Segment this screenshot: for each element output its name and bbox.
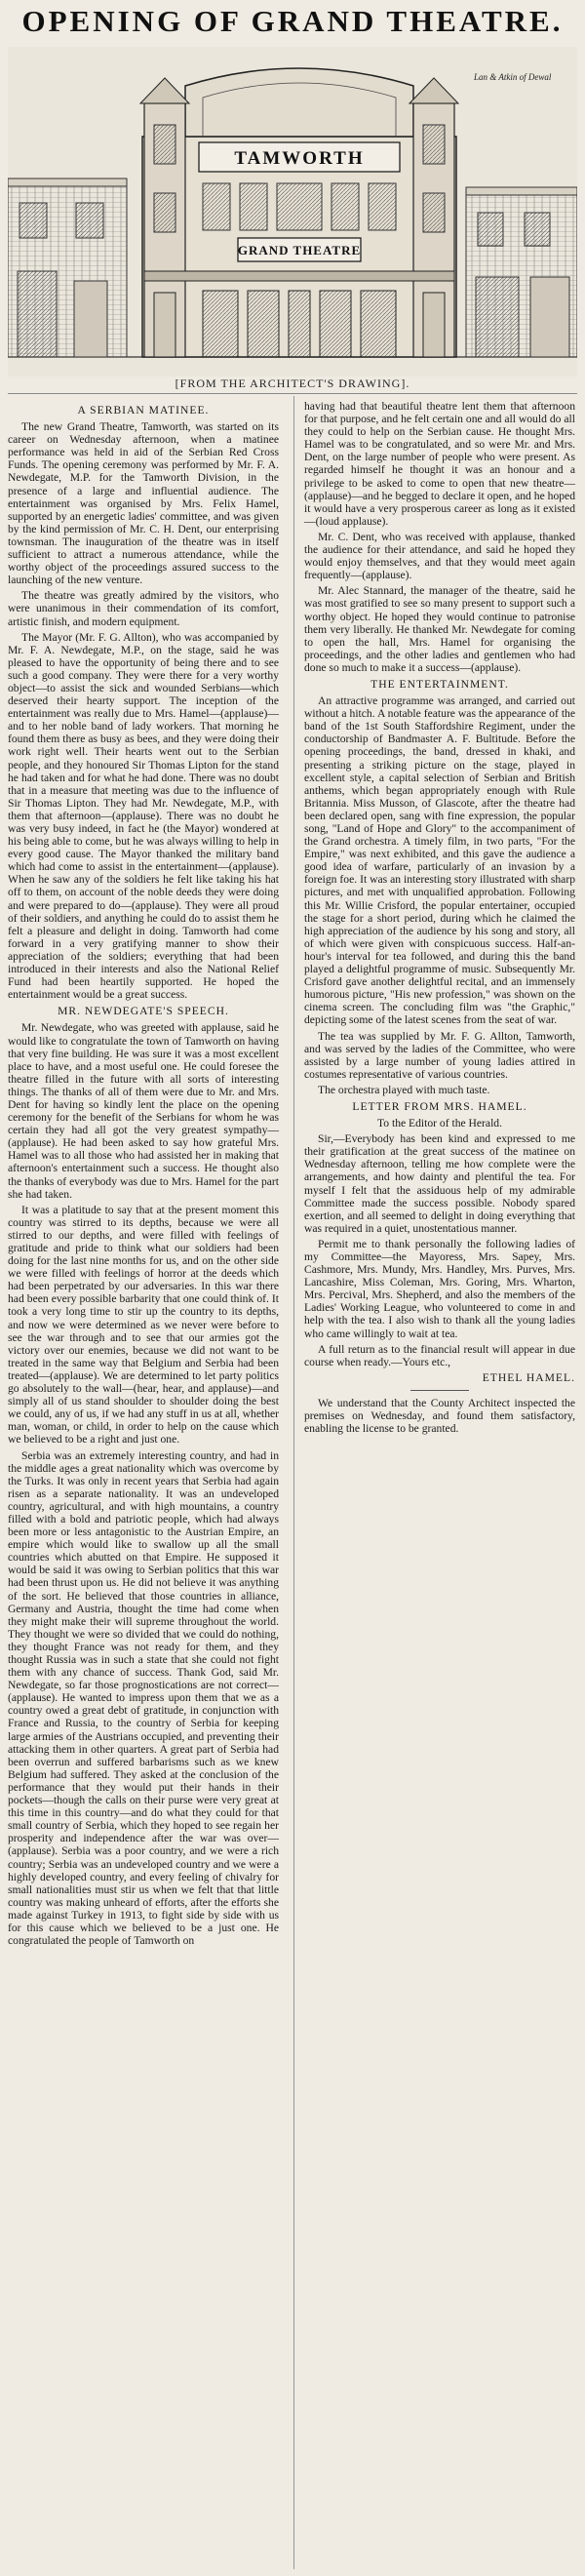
divider xyxy=(8,393,577,394)
architect-signature: Lan & Atkin of Dewal xyxy=(474,72,552,82)
section-heading: MR. NEWDEGATE'S SPEECH. xyxy=(58,1005,229,1018)
paragraph: Sir,—Everybody has been kind and expressed to me their gratification at the great success of the matinee on Wednesday afternoon, telling me how complete were the arrangements, and how dainty and plentiful the tea. For myself I felt that the assiduous help of my admirable Committee made the success possible. Nobody spared exertion, and all seemed to delight in doing everything that was required in a quiet, unostentatious manner. xyxy=(304,1132,575,1235)
section-heading: A SERBIAN MATINEE. xyxy=(77,404,210,416)
section-heading: LETTER FROM MRS. HAMEL. xyxy=(352,1099,527,1113)
left-column xyxy=(8,400,279,1950)
paragraph: A full return as to the financial result will appear in due course when ready.—Yours etc., xyxy=(304,1342,575,1368)
paragraph: having had that beautiful theatre lent them that afternoon for that purpose, and he felt certain one and all would do all they could to help on the Serbian cause. He thought Mrs. Hamel was to be congratulated, and so were Mr. and Mrs. Dent, on the large number of people who were present. As regarded himself he thought it was an honour and a privilege to be asked to come to open that new theatre—(applause)—and he begged to declare it open, and he hoped it would have a very prosperous career as long as it existed—(loud applause). xyxy=(304,400,575,528)
illustration-caption: [FROM THE ARCHITECT'S DRAWING]. xyxy=(175,376,410,390)
sign-tamworth: TAMWORTH xyxy=(234,148,365,169)
paragraph: We understand that the County Architect inspected the premises on Wednesday, and found them satisfactory, enabling the license to be granted. xyxy=(304,1396,575,1436)
paragraph: The new Grand Theatre, Tamworth, was started on its career on Wednesday afternoon, when a matinee performance was held in aid of the Serbian Red Cross Funds. The opening ceremony was performed by Mr. F. A. Newdegate, M.P. for the Tamworth Division, in the presence of a large and influential audience. The entertainment was organised by Mrs. Felix Hamel, supported by an energetic ladies' committee, and was given by the kind permission of Mr. C. H. Dent, our enterprising townsman. The inauguration of the theatre was in itself sufficient to attract a numerous attendance, while the worthy object of the proceedings assured success to the launching of the new venture. xyxy=(8,420,279,587)
section-rule xyxy=(410,1390,469,1391)
column-divider xyxy=(293,396,294,2569)
paragraph: Permit me to thank personally the following ladies of my Committee—the Mayoress, Mrs. Sapey, Mrs. Cashmore, Mrs. Mundy, Mrs. Handley, Mrs. Purves, Mrs. Lancashire, Miss Coleman, Mrs. Goring, Mrs. Wharton, Mrs. Percival, Mrs. Shepherd, and also the members of the Ladies' Working League, who volunteered to come in and help with the tea. I also wish to thank all the young ladies who came willingly to wait at tea. xyxy=(304,1237,575,1340)
paragraph: The tea was supplied by Mr. F. G. Allton, Tamworth, and was served by the ladies of the Committee, who were assisted by a large number of young ladies attired in costumes representative of various countries. xyxy=(304,1029,575,1081)
headline: OPENING OF GRAND THEATRE. xyxy=(21,4,564,38)
letter-salutation: To the Editor of the Herald. xyxy=(377,1117,502,1130)
paragraph: Serbia was an extremely interesting country, and had in the middle ages a great nationality which was overcome by the Turks. It was only in recent years that Serbia had again risen as a separate nationality. It was an undeveloped country, agricultural, and with high mountains, a country filled with a bold and patriotic people, which had always been more or less antagonistic to the Austrian Empire, an empire which would like to swallow up all the small countries which abutted on that Empire. He supposed it would be said it was owing to Serbian politics that this war had been thrust upon us. He did not believe it was anything of the sort. He believed that those countries in alliance, Germany and Austria, thought the time had come when they might make their will supreme throughout the world. They thought we were so divided that we could do nothing, they thought France was not ready for them, and they thought Russia was in such a state that she could not fight them with any chance of success. Thank God, said Mr. Newdegate, so far those prognostications are not correct—(applause). He wanted to impress upon them that we as a country owed a great debt of gratitude, in conjunction with France and Russia, to the country of Serbia for keeping large armies of the Austrians occupied, and preventing their attacking them in other quarters. A great part of Serbia had been overrun and suffered barbarisms such as we knew Belgium had suffered. They asked at the conclusion of the performance that they would put their hands in their pockets—though the calls on their purse were very great at this time in this country—and do what they could for that small country of Serbia, which they hoped to see regain her prosperity and independence after the war was over—(applause). Serbia was a poor country, and we were a rich country; Serbia was an undeveloped country and we were a highly developed country, and every feeling of chivalry for small nationalities must stir us when we felt that that little country was making unheard of efforts, after the efforts she made against Turkey in 1913, to fight side by side with us for this cause which we believed to be a just one. He congratulated the people of Tamworth on xyxy=(8,1448,279,1948)
paragraph: Mr. Newdegate, who was greeted with applause, said he would like to congratulate the town of Tamworth on having that very fine building. He was sure it was a most excellent place to have, and a most useful one. He could foresee the theatre filled in the future with all sorts of interesting things. The thanks of all of them were due to Mr. and Mrs. Dent for having so kindly lent the place on the opening ceremony for the benefit of the Serbians for whom he was certain they had all got the very greatest sympathy—(applause). He had been asked to say how grateful Mrs. Hamel was to all those who had assisted her in making that afternoon's entertainment such a success. He thought also the thanks of everybody was due to Mrs. Hamel for the part she had taken. xyxy=(8,1021,279,1201)
paragraph: The Mayor (Mr. F. G. Allton), who was accompanied by Mr. F. A. Newdegate, M.P., on the stage, said he was pleased to have the opportunity of being there and to see such a good company. They were there for a very worthy object—to assist the sick and wounded Serbians—which deserved their hearty support. The inception of the entertainment was really due to Mrs. Hamel—(applause)—and to her noble band of lady workers. That morning he found them there as busy as bees, and they were doing their work right well. Their hearts went out to the Serbian people, and they honoured Sir Thomas Lipton for the stand he had taken and for what he had done. There was no doubt that in a measure that meeting was due to the influence of Sir Thomas Lipton. They had Mr. Newdegate, M.P., with them that afternoon—(applause). There was no doubt he was very busy indeed, in fact he (the Mayor) wondered at his being able to come, but he was always willing to help in every good cause. The Mayor thanked the military band which had come to assist in the entertainment—(applause). When he saw any of the soldiers he felt like taking his hat off to them, on account of the noble deeds they were doing and were prepared to do—(applause). They were all proud of their soldiers, and anything he could do to assist them he felt a pleasure and delight in doing. Tamworth had come forward in a very gratifying manner to show their appreciation of the soldiers; everything that had been introduced in their interests and also the National Relief Fund had been heartily supported. He hoped the entertainment would be a great success. xyxy=(8,630,279,1002)
theatre-illustration xyxy=(8,47,577,376)
sign-grand-theatre: GRAND THEATRE xyxy=(237,243,362,258)
paragraph: Mr. C. Dent, who was received with applause, thanked the audience for their attendance, and said he hoped they would enjoy themselves, and that they would meet again frequently—(applause). xyxy=(304,530,575,582)
paragraph: It was a platitude to say that at the present moment this country was stirred to its depths, because we were all stirred to our depths, and were filled with feelings of gratitude and pride to think what our soldiers had been doing for the last nine months for us, and on the other side we were filled with feelings of horror at the deeds which had been perpetrated by our adversaries. In this war there had been every possible barbarity that one could think of. It took a very long time to stir up the country to its depths, and now we were determined as we never were before to see the war through and to see that our armies got the victory over our enemies, because we did not want to be treated in the same way that Belgium and Serbia had been treated—(applause). We are determined to let party politics go absolutely to the wall—(hear, hear, and applause)—and simply all of us stand shoulder to shoulder doing the best we could, any of us, if we had any stuff in us at all, whether man, woman, or child, in order to help on the cause which we believed to be a right and just one. xyxy=(8,1203,279,1447)
paragraph: An attractive programme was arranged, and carried out without a hitch. A notable feature was the appearance of the band of the 1st South Staffordshire Regiment, under the conductorship of Bandmaster A. F. Bultitude. Before the opening proceedings, the band, dressed in khaki, and presenting a striking picture on the stage, played in excellent style, a capital selection of Serbian and British anthems, which began appropriately enough with Rule Britannia. Miss Musson, of Glascote, after the theatre had been declared open, sang with fine expression, the popular song, "Land of Hope and Glory" to the accompaniment of the Grand orchestra. A timely film, in two parts, "For the Empire," was next exhibited, and this gave the audience a good idea of warfare, particularly of an invasion by a foreign foe. It was an interesting story illustrated with sharp pictures, and met with unqualified approbation. Following this Mr. Willie Crisford, the popular entertainer, occupied the stage for a short period, during which he claimed the high appreciation of the audience by his song and story, all of which were given with conspicuous success. Half-an-hour's interval for tea followed, and during this the band played a delightful programme of music. Subsequently Mr. Crisford gave another delightful recital, and an immensely humorous picture, "His new profession," was shown on the cinema screen. The concluding film was "the Graphic," depicting some of the latest scenes from the seat of war. xyxy=(304,694,575,1027)
paragraph: The orchestra played with much taste. xyxy=(318,1083,490,1096)
letter-signature: ETHEL HAMEL. xyxy=(482,1370,575,1384)
section-heading: THE ENTERTAINMENT. xyxy=(370,677,509,691)
paragraph: The theatre was greatly admired by the visitors, who were unanimous in their commendation of its comfort, artistic finish, and modern equipment. xyxy=(8,589,279,628)
paragraph: Mr. Alec Stannard, the manager of the theatre, said he was most gratified to see so many present to support such a worthy object. He hoped they would continue to patronise them very liberally. He thanked Mr. Newdegate for coming to open the hall, Mrs. Hamel for organising the proceedings, and the other ladies and gentlemen who had done so much to make it a success—(applause). xyxy=(304,584,575,674)
right-column xyxy=(304,400,575,1438)
